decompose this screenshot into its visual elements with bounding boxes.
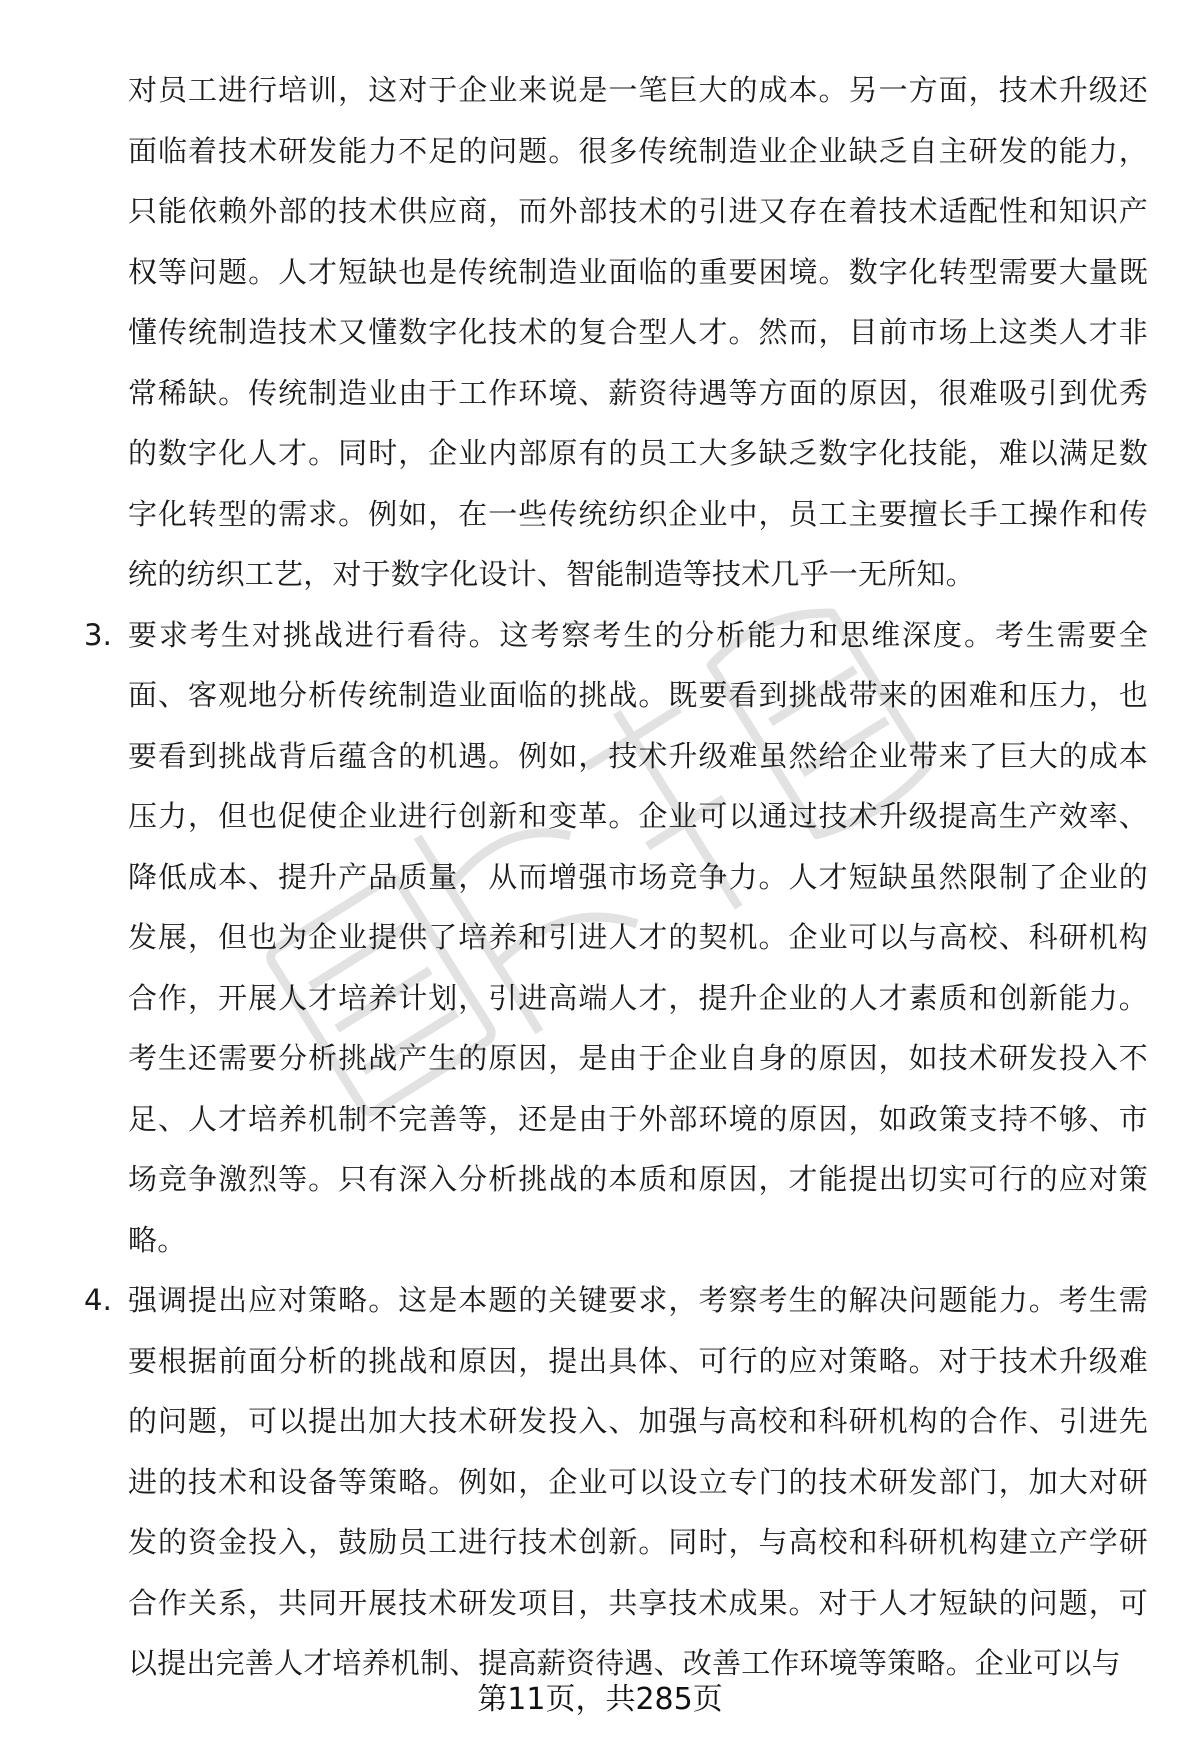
intro-paragraph: 对员工进行培训，这对于企业来说是一笔巨大的成本。另一方面，技术升级还面临着技术研发能力不足的问题。很多传统制造业企业缺乏自主研发的能力，只能依赖外部的技术供应商，而外部技术的引进又存在着技术适配性和知识产权等问题。人才短缺也是传统制造业面临的重要困境。数字化转型需要大量既懂传统制造技术又懂数字化技术的复合型人才。然而，目前市场上这类人才非常稀缺。传统制造业由于工作环境、薪资待遇等方面的原因，很难吸引到优秀的数字化人才。同时，企业内部原有的员工大多缺乏数字化技能，难以满足数字化转型的需求。例如，在一些传统纺织企业中，员工主要擅长手工操作和传统的纺织工艺，对于数字化设计、智能制造等技术几乎一无所知。 — [128, 73, 1148, 591]
document-body — [84, 60, 1148, 1694]
list-item-text: 强调提出应对策略。这是本题的关键要求，考察考生的解决问题能力。考生需要根据前面分析的挑战和原因，提出具体、可行的应对策略。对于技术升级难的问题，可以提出加大技术研发投入、加强与高校和科研机构的合作、引进先进的技术和设备等策略。例如，企业可以设立专门的技术研发部门，加大对研发的资金投入，鼓励员工进行技术创新。同时，与高校和科研机构建立产学研合作关系，共同开展技术研发项目，共享技术成果。对于人才短缺的问题，可以提出完善人才培养机制、提高薪资待遇、改善工作环境等策略。企业可以与 — [128, 1283, 1148, 1680]
list-item-number: 4. — [84, 1283, 113, 1317]
list-item-number: 3. — [84, 617, 113, 652]
page-number-footer: 第11页，共285页 — [477, 1682, 723, 1717]
list-item — [84, 605, 1148, 1271]
list-item — [84, 1270, 1148, 1694]
list-item-text: 要求考生对挑战进行看待。这考察考生的分析能力和思维深度。考生需要全面、客观地分析传统制造业面临的挑战。既要看到挑战带来的困难和压力，也要看到挑战背后蕴含的机遇。例如，技术升级难虽然给企业带来了巨大的成本压力，但也促使企业进行创新和变革。企业可以通过技术升级提高生产效率、降低成本、提升产品质量，从而增强市场竞争力。人才短缺虽然限制了企业的发展，但也为企业提供了培养和引进人才的契机。企业可以与高校、科研机构合作，开展人才培养计划，引进高端人才，提升企业的人才素质和创新能力。考生还需要分析挑战产生的原因，是由于企业自身的原因，如技术研发投入不足、人才培养机制不完善等，还是由于外部环境的原因，如政策支持不够、市场竞争激烈等。只有深入分析挑战的本质和原因，才能提出切实可行的应对策略。 — [128, 617, 1148, 1257]
